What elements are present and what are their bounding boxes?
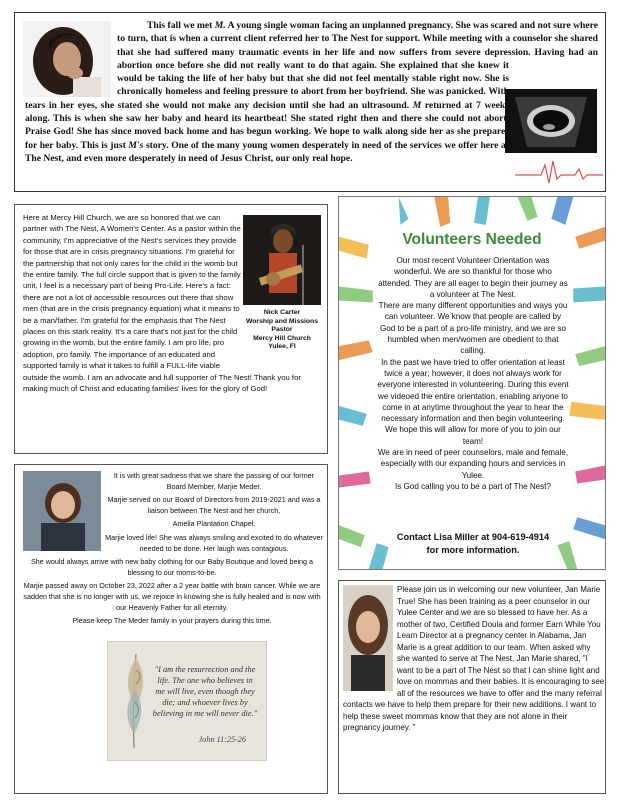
feather-icon xyxy=(114,650,152,750)
caption-name: Nick Carter xyxy=(263,309,301,316)
welcome-volunteer-section xyxy=(338,580,606,794)
caption-role: Worship and Missions xyxy=(245,317,318,325)
caption-location: Yulee, Fl xyxy=(268,343,296,351)
scripture-card xyxy=(107,641,267,761)
caption-title: Pastor xyxy=(271,326,293,334)
memorial-line: It is with great sadness that we share the passing of our former Board Member, Marjie Meder. xyxy=(113,471,315,491)
memorial-line: Please keep The Meder family in your prayers during this time. xyxy=(72,616,272,626)
memorial-line: Marjie served on our Board of Directors from 2019-2021 and was a liaison between The Nest and her church, xyxy=(107,495,321,515)
volunteers-body xyxy=(377,255,569,492)
story-section xyxy=(14,12,606,192)
volunteers-paragraph: Our most recent Volunteer Orientation was wonderful. We are so thankful for those who attended. They are all eager to begin their journey as a volunteer at The Nest. xyxy=(378,256,568,299)
contact-line: Contact Lisa Miller at 904-619-4914 xyxy=(396,532,550,542)
memorial-line: Marjie passed away on October 23, 2022 after a 2 year battle with brain cancer. While we are sadden that she is no longer with us, we rejoice in knowing she is fully healed and is now with our Heavenly Father for all eternity. xyxy=(23,581,321,612)
memorial-line: She would always arrive with new baby clothing for our Baby Boutique and loved being a blessing to our moms-to-be. xyxy=(30,557,314,577)
volunteers-paragraph: We are in need of peer counselors, male and female, especially with our expanding hours and services in Yulee. xyxy=(377,448,569,480)
caption-church: Mercy Hill Church xyxy=(253,334,311,342)
volunteers-paragraph: Is God calling you to be a part of The Nest? xyxy=(395,481,551,491)
memorial-section xyxy=(14,464,328,794)
memorial-text xyxy=(21,471,323,627)
story-text: This fall we met M. A young single woman facing an unplanned pregnancy. She was scared and not sure where to turn, that is when a current client referred her to The Nest for support. While meeting with a counselor she shared that she had suffered many traumatic events in her life and now suffers from severe depression. Having had an abortion once before she did not really want to do that again. She explained that she knew it would be taking the life of her baby but that she did not feel mentally stable right now. She is chronically homeless and feeling pressure to abort from her boyfriend. She was panicked. With tears in her eyes, she stated she would not make any decision until she had an ultrasound. M returned at 7 weeks along. This is when she saw her baby and heard its heartbeat! She stated right then and there she could not abort. Praise God! She has since moved back home and has begun working. We hope to walk along side her as she prepares for her baby. This is just M's story. One of the many young women desperately in need of the services we offer here at The Nest, and even more desperately in need of Jesus Christ, our only real hope. xyxy=(25,20,598,164)
scripture-quote: "I am the resurrection and the life. The one who believes in me will live, even though they die; and whoever lives by believing in me will never die." xyxy=(152,665,258,718)
contact-line: for more information. xyxy=(426,544,520,555)
welcome-text: Please join us in welcoming our new volunteer, Jan Marie True! She has been training as a peer counselor in our Yulee Center and we are so blessed to have her. As a mother of two, Certified Doula and former Earn While You Learn Director at a pregnancy center in Alabama, Jan Marie is a great addition to our team. When asked why she wanted to serve at The Nest, Jan Marie shared, "I want to be a part of The Nest so that I can shine light and love on mommas and their babies. It is encouraging to see all of the resources we have to offer and the many referral contacts we have to help them prepare for their new additions. I want to help these sweet mommas know that they are not alone in their pregnancy journey. " xyxy=(343,585,605,732)
church-text: Here at Mercy Hill Church, we are so honored that we can partner with The Nest, A Women's Center. As a pastor within the community, I'm appreciative of the Nest's services they provide for those that are in crisis pregnancy situations. I'm grateful for the partnership that not only cares for the child in the womb but the entire family. The full circle support that is given to the family unit, I feel is a necessary part of being Pro-Life. Here's a fact: there are not a lot of accessible resources out there that show men (that are in the crisis pregnancy equation) what it means to be a man/father. I'm grateful for the emphasis that The Nest places on this stark reality. It's a care that's not just for the child growing in the womb, but the entire family. I am pro life, pro adoption, pro family. The importance of an educated and supported family is what it takes to fulfill a FULL-life viable outside the womb. I am an advocate and full supporter of The Nest! Thank you for making much of Christ and educating families' lives for the glory of God! xyxy=(23,213,301,394)
memorial-line: Amelia Plantation Chapel. xyxy=(172,519,256,529)
volunteers-paragraph: There are many different opportunities and ways you can volunteer. We know that people are called by God to be a part of a pro-life ministry, and we are so humbled when men/women are obedient to that calling. xyxy=(378,301,568,356)
memorial-line: Marjie loved life! She was always smiling and excited to do whatever needed to be done. Her laugh was contagious. xyxy=(105,532,323,553)
volunteers-paragraph: In the past we have tried to offer orientation at least twice a year; however, it does not always work for everyone interested in volunteering. During this event we videoed the entire orientation, enabling anyone to come in at anytime throughout the year to hear the necessary information and then begin volunteering. We hope this will allow for more of you to join our team! xyxy=(377,357,569,446)
volunteers-contact xyxy=(359,531,587,556)
volunteers-title: Volunteers Needed xyxy=(402,231,542,248)
church-partner-section xyxy=(14,204,328,454)
scripture-reference: John 11:25-26 xyxy=(198,735,246,744)
volunteers-needed-section xyxy=(338,196,606,570)
